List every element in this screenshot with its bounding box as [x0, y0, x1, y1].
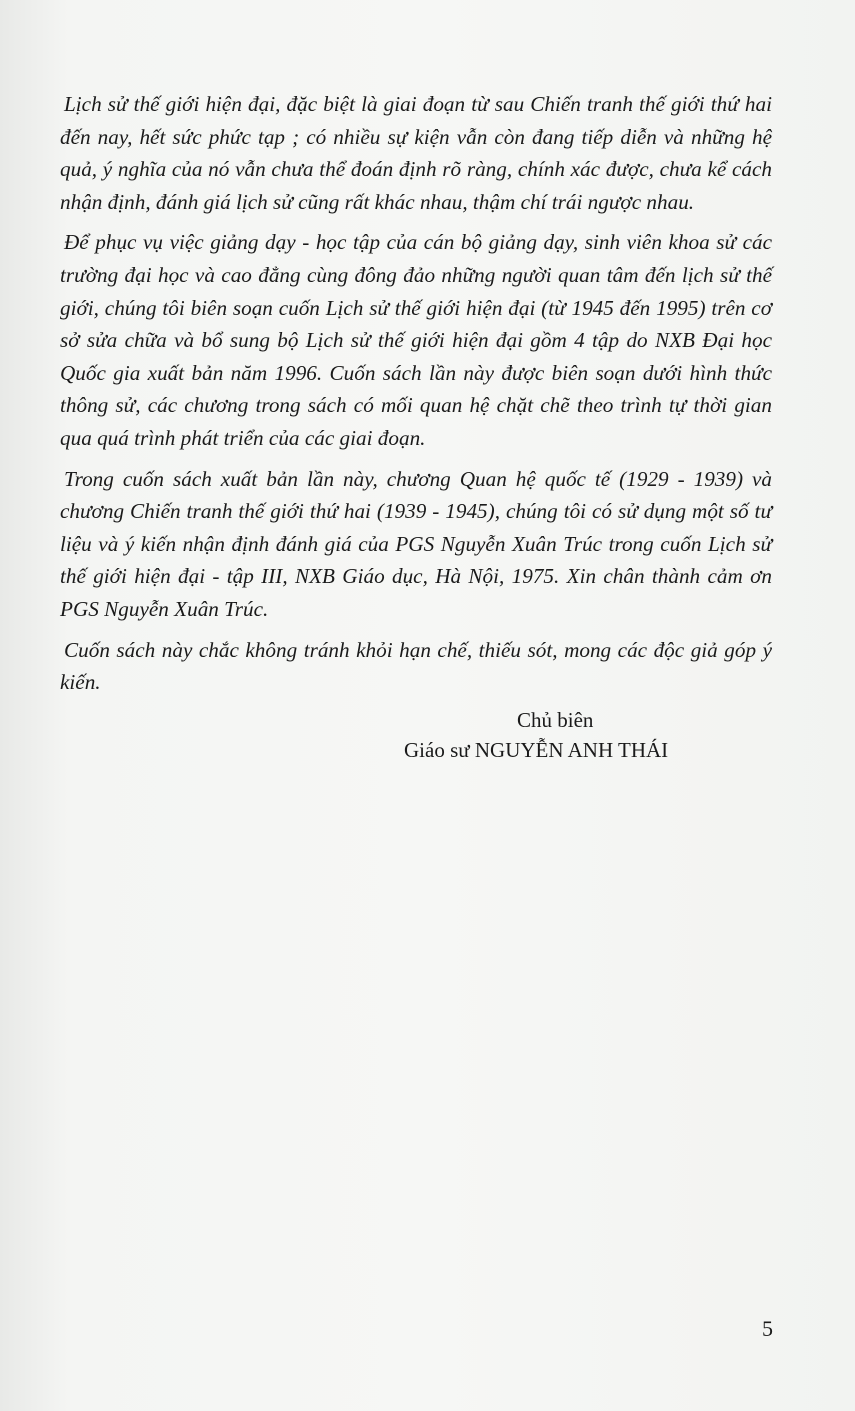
paragraph-1: Lịch sử thế giới hiện đại, đặc biệt là giai đoạn từ sau Chiến tranh thế giới thứ hai đến nay, hết sức phức tạp ; có nhiều sự kiện vẫn còn đang tiếp diễn và những hệ quả, ý nghĩa của nó vẫn chưa thể đoán định rõ ràng, chính xác được, chưa kể cách nhận định, đánh giá lịch sử cũng rất khác nhau, thậm chí trái ngược nhau.	[60, 92, 772, 214]
paragraph-3: Trong cuốn sách xuất bản lần này, chương Quan hệ quốc tế (1929 - 1939) và chương Chiến tranh thế giới thứ hai (1939 - 1945), chúng tôi có sử dụng một số tư liệu và ý kiến nhận định đánh giá của PGS Nguyễn Xuân Trúc trong cuốn Lịch sử thế giới hiện đại - tập III, NXB Giáo dục, Hà Nội, 1975. Xin chân thành cảm ơn PGS Nguyễn Xuân Trúc.	[60, 466, 772, 621]
preface-body	[60, 88, 772, 707]
signature-role: Chủ biên	[517, 708, 594, 732]
page-number: 5	[762, 1316, 773, 1341]
signature-name: Giáo sư NGUYỄN ANH THÁI	[404, 738, 669, 762]
signature-block	[400, 705, 760, 765]
paragraph-2: Để phục vụ việc giảng dạy - học tập của cán bộ giảng dạy, sinh viên khoa sử các trường đại học và cao đẳng cùng đông đảo những người quan tâm đến lịch sử thế giới, chúng tôi biên soạn cuốn Lịch sử thế giới hiện đại (từ 1945 đến 1995) trên cơ sở sửa chữa và bổ sung bộ Lịch sử thế giới hiện đại gồm 4 tập do NXB Đại học Quốc gia xuất bản năm 1996. Cuốn sách lần này được biên soạn dưới hình thức thông sử, các chương trong sách có mối quan hệ chặt chẽ theo trình tự thời gian qua quá trình phát triển của các giai đoạn.	[60, 230, 772, 450]
paragraph-4: Cuốn sách này chắc không tránh khỏi hạn chế, thiếu sót, mong các độc giả góp ý kiến.	[60, 637, 772, 695]
